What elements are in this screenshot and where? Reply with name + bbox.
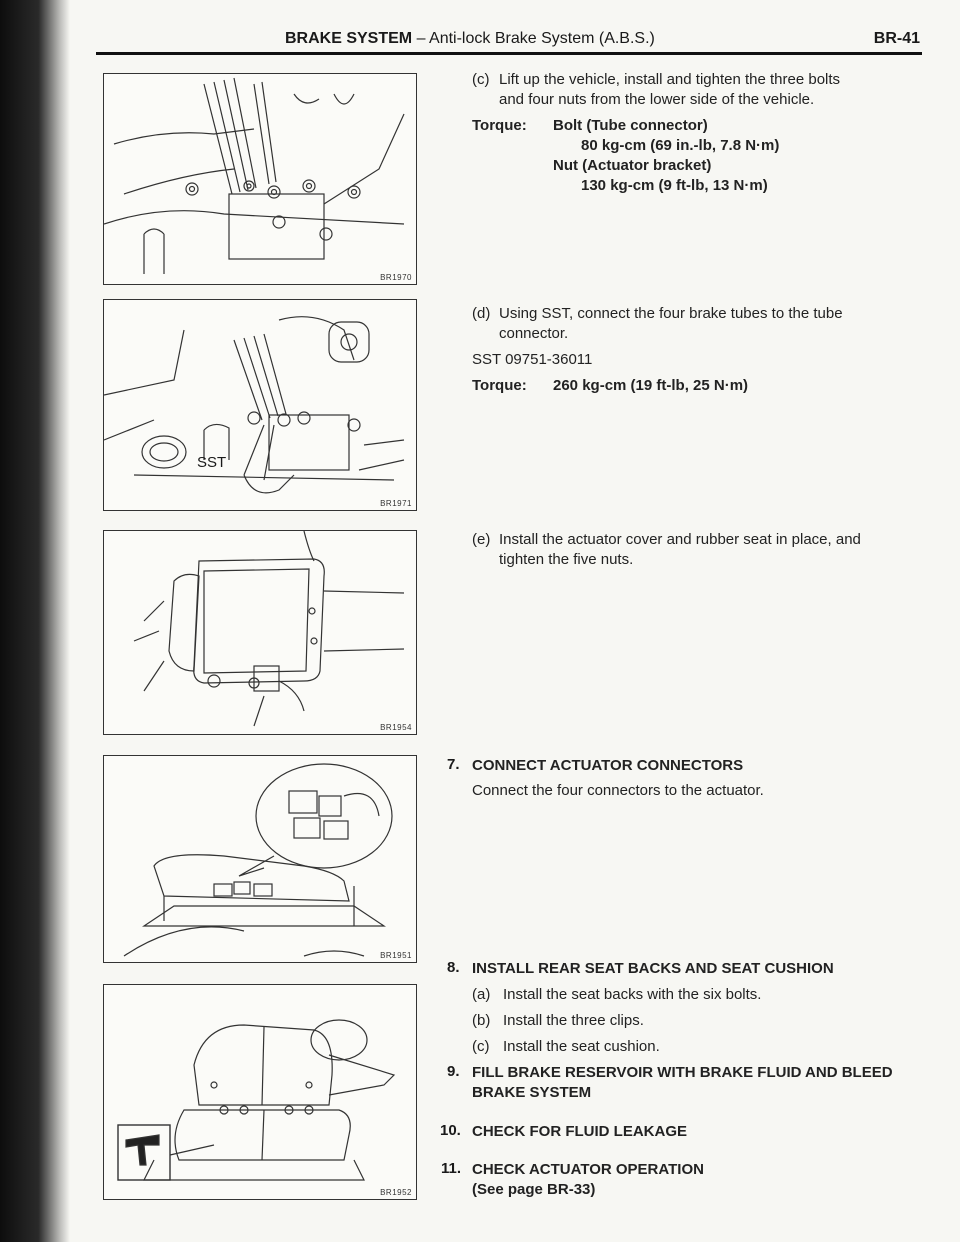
figure-actuator-connectors [103, 755, 417, 963]
step-8b-marker: (b) [472, 1012, 491, 1029]
step-11-title: CHECK ACTUATOR OPERATION [472, 1161, 704, 1178]
step-8a-marker: (a) [472, 986, 491, 1003]
section-title: BRAKE SYSTEM [285, 30, 413, 47]
step-10-number: 10. [440, 1122, 461, 1139]
step-8-number: 8. [447, 959, 460, 976]
step-d-text-line1: Using SST, connect the four brake tubes to the tube [499, 305, 843, 322]
step-8c-text: Install the seat cushion. [503, 1038, 660, 1055]
step-9-number: 9. [447, 1063, 460, 1080]
step-8b-text: Install the three clips. [503, 1012, 644, 1029]
step-e-text-line2: tighten the five nuts. [499, 551, 634, 568]
section-subtitle: – Anti-lock Brake System (A.B.S.) [412, 30, 655, 47]
step-c-text-line2: and four nuts from the lower side of the vehicle. [499, 91, 815, 108]
step-7-text: Connect the four connectors to the actuator. [472, 782, 764, 799]
step-d-torque-value: 260 kg-cm (19 ft-lb, 25 N·m) [553, 377, 749, 394]
step-8a-text: Install the seat backs with the six bolts. [503, 986, 762, 1003]
step-c-text-line1: Lift up the vehicle, install and tighten the three bolts [499, 71, 841, 88]
figure-code: BR1954 [380, 723, 412, 732]
figure-code: BR1971 [380, 499, 412, 508]
step-9-title-line2: BRAKE SYSTEM [472, 1084, 592, 1101]
figure-code: BR1970 [380, 273, 412, 282]
figure-rear-seat [103, 984, 417, 1200]
figure-actuator-cover [103, 530, 417, 735]
step-c-torque-nut-value: 130 kg-cm (9 ft-lb, 13 N·m) [581, 177, 768, 194]
figure-code: BR1952 [380, 1188, 412, 1197]
step-7-number: 7. [447, 756, 460, 773]
step-c-marker: (c) [472, 71, 490, 88]
step-e-marker: (e) [472, 531, 491, 548]
step-10-title: CHECK FOR FLUID LEAKAGE [472, 1123, 687, 1140]
sst-label: SST [197, 454, 227, 471]
step-e-text-line1: Install the actuator cover and rubber seat in place, and [499, 531, 861, 548]
page-header [285, 30, 920, 54]
step-d-marker: (d) [472, 305, 491, 322]
step-d-torque-label: Torque: [472, 377, 527, 394]
step-8-title: INSTALL REAR SEAT BACKS AND SEAT CUSHION [472, 960, 834, 977]
step-9-title-line1: FILL BRAKE RESERVOIR WITH BRAKE FLUID AND BLEED [472, 1064, 893, 1081]
step-d-sst: SST 09751-36011 [472, 351, 593, 368]
figure-sst-brake-tubes [103, 299, 417, 511]
step-c-torque-bolt-value: 80 kg-cm (69 in.-lb, 7.8 N·m) [581, 137, 780, 154]
step-c-torque-bolt: Bolt (Tube connector) [553, 117, 708, 134]
figure-tube-connector-bolts [103, 73, 417, 285]
step-c-torque-nut: Nut (Actuator bracket) [553, 157, 712, 174]
figure-code: BR1951 [380, 951, 412, 960]
step-11-reference: (See page BR-33) [472, 1181, 596, 1198]
step-11-number: 11. [441, 1160, 462, 1177]
step-7-title: CONNECT ACTUATOR CONNECTORS [472, 757, 744, 774]
step-d-text-line2: connector. [499, 325, 569, 342]
step-8c-marker: (c) [472, 1038, 490, 1055]
header-rule [96, 52, 922, 55]
step-c-torque-label: Torque: [472, 117, 527, 134]
page-number: BR-41 [873, 30, 920, 47]
page-binding-edge [0, 0, 70, 1242]
